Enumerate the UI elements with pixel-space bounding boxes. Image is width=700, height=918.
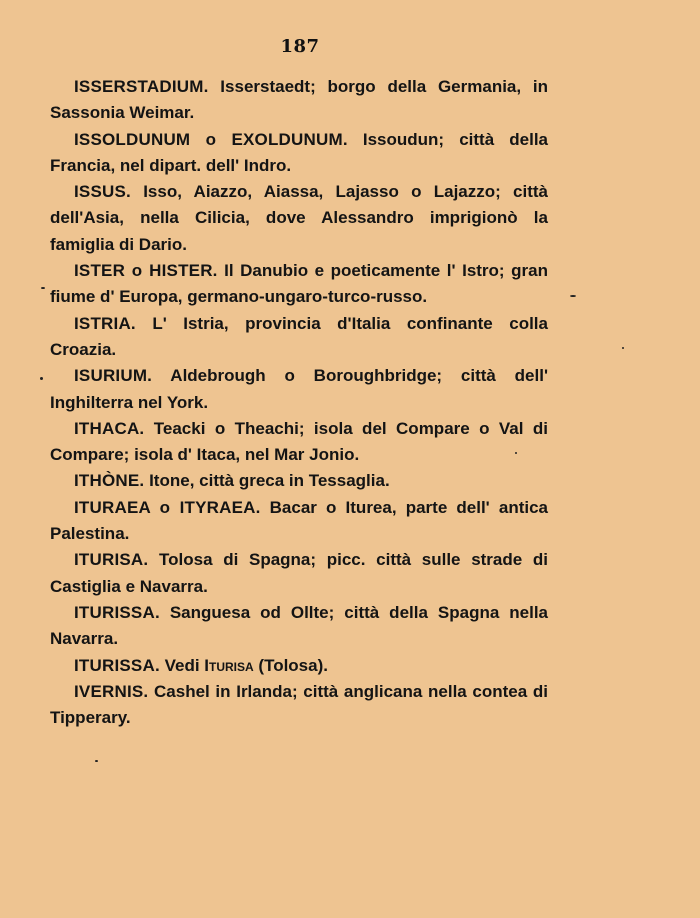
dictionary-entry	[50, 653, 548, 679]
entry-headword: ISTER o HISTER.	[74, 261, 218, 281]
dictionary-entries	[50, 74, 548, 731]
dictionary-entry	[50, 179, 548, 258]
page-number: 187	[280, 36, 320, 57]
entry-headword: ISSOLDUNUM o EXOLDUNUM.	[74, 129, 348, 149]
entry-headword: ITHACA.	[74, 418, 145, 438]
dictionary-entry	[50, 258, 548, 311]
entry-headword: ISURIUM.	[74, 366, 153, 386]
entry-text: Il Danubio e poeticamente l' Istro; gran fiume d' Europa, germano-ungaro-turco-russo.	[50, 261, 548, 307]
entry-text: Isso, Aiazzo, Aiassa, Lajasso o Lajazzo; città dell'Asia, nella Cilicia, dove Alessandro imprigionò la famiglia di Dario.	[50, 182, 548, 254]
entry-headword: ITURISSA.	[74, 602, 160, 622]
dictionary-entry	[50, 311, 548, 364]
entry-headword: ITHÒNE.	[74, 471, 145, 491]
dictionary-entry	[50, 547, 548, 600]
entry-text: Teacki o Theachi; isola del Compare o Val di Compare; isola d' Itaca, nel Mar Jonio.	[50, 418, 548, 465]
entry-text: Itone, città greca in Tessaglia.	[144, 471, 390, 491]
entry-headword: IVERNIS.	[74, 681, 149, 701]
entry-headword: ISTRIA.	[74, 313, 136, 333]
dictionary-entry	[50, 127, 548, 180]
dictionary-entry	[50, 468, 548, 494]
entry-text: Issoudun; città della Francia, nel dipart. dell' Indro.	[50, 129, 548, 175]
entry-text: Vedi	[159, 655, 205, 675]
dictionary-entry	[50, 679, 548, 732]
cross-reference: Iturisa	[204, 655, 254, 675]
entry-headword: ITURAEA o ITYRAEA.	[74, 497, 261, 517]
dictionary-entry	[50, 363, 548, 416]
entry-headword: ITURISSA.	[74, 655, 160, 675]
print-speck	[622, 347, 624, 349]
dictionary-entry	[50, 74, 548, 127]
entry-headword: ISSUS.	[74, 182, 131, 202]
entry-text: Cashel in Irlanda; città anglicana nella contea di Tipperary.	[50, 681, 548, 728]
entry-text: Bacar o Iturea, parte dell' antica Palestina.	[50, 497, 548, 544]
entry-text: Isserstaedt; borgo della Germania, in Sassonia Weimar.	[50, 77, 548, 123]
print-speck	[515, 452, 517, 454]
entry-text: Tolosa di Spagna; picc. città sulle strade di Castiglia e Navarra.	[50, 550, 548, 596]
dictionary-entry	[50, 495, 548, 548]
entry-text: Sanguesa od Ollte; città della Spagna nella Navarra.	[50, 602, 548, 649]
print-speck	[570, 295, 576, 297]
entry-headword: ISSERSTADIUM.	[74, 77, 209, 96]
entry-text: Aldebrough o Boroughbridge; città dell' Inghilterra nel York.	[50, 366, 548, 412]
entry-text-tail: (Tolosa).	[253, 655, 328, 675]
print-speck	[41, 287, 45, 289]
print-speck	[40, 377, 43, 380]
print-speck	[95, 760, 98, 762]
entry-text: L' Istria, provincia d'Italia confinante colla Croazia.	[50, 313, 548, 359]
dictionary-entry	[50, 600, 548, 653]
entry-headword: ITURISA.	[74, 550, 149, 570]
dictionary-entry	[50, 416, 548, 469]
